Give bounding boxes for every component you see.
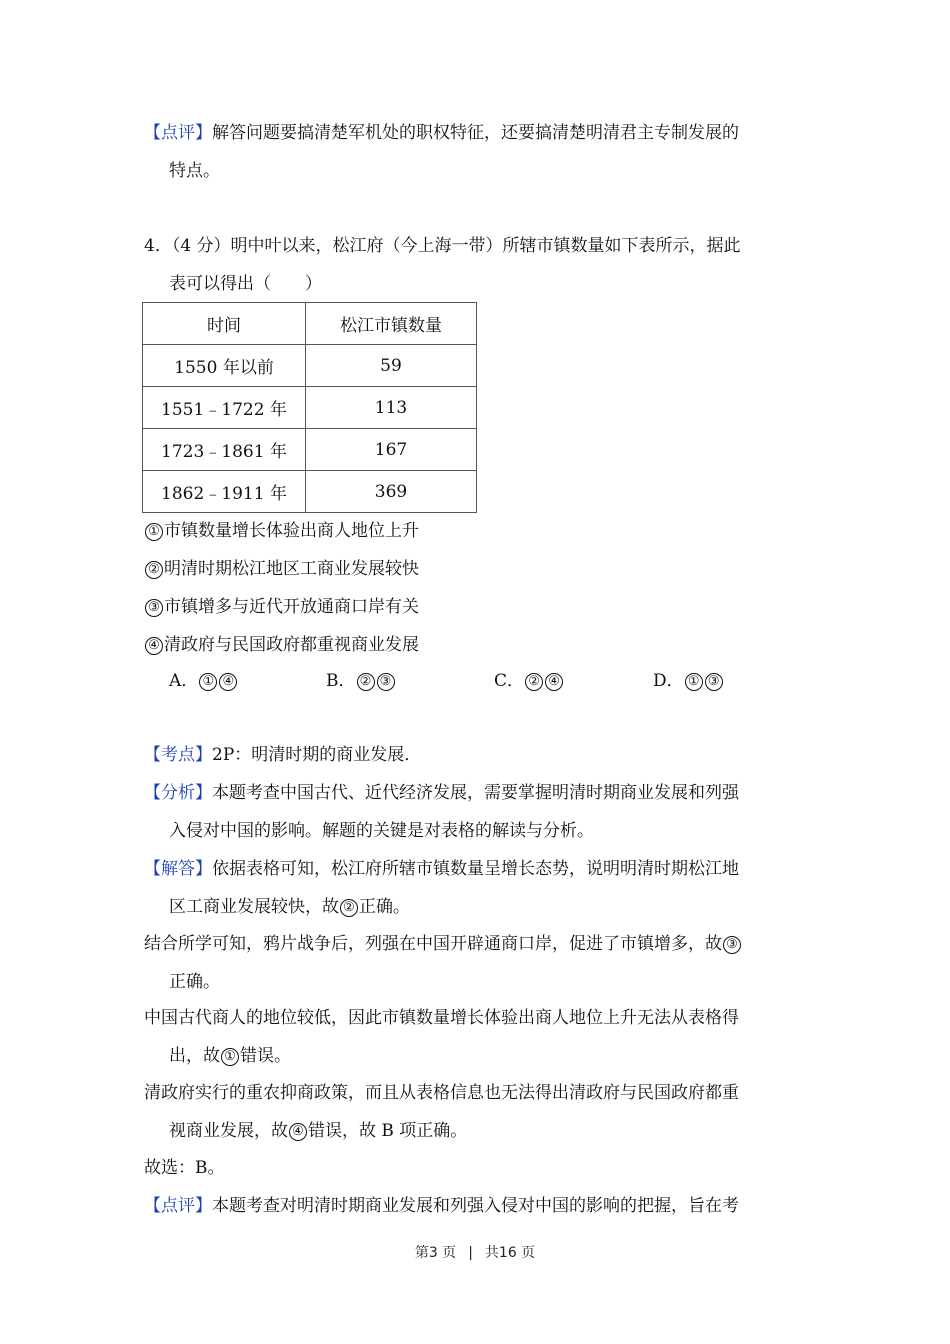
analysis-paragraph-4 (144, 1074, 812, 1150)
option-label: A． (169, 671, 199, 691)
table-header-cell: 时间 (143, 303, 306, 345)
statement-item (144, 626, 812, 664)
circled-number: ① (145, 523, 163, 541)
option-c (494, 662, 564, 700)
market-town-table (142, 302, 477, 513)
table-cell-count: 167 (306, 429, 477, 471)
p3-line2-text: 出，故 (169, 1046, 220, 1066)
circled-number: ③ (377, 673, 395, 691)
p2-line2: 正确。 (169, 972, 220, 992)
p3-line2-end: 错误。 (240, 1046, 291, 1066)
statement-item (144, 588, 812, 626)
circled-number: ③ (145, 599, 163, 617)
circled-number: ① (199, 673, 217, 691)
analysis-paragraph-3 (144, 999, 812, 1075)
kaodian-tag: 【考点】 (144, 745, 212, 765)
statement-list (144, 512, 812, 664)
final-review-paragraph (144, 1187, 812, 1225)
question-stem (144, 227, 812, 303)
table-cell-period: 1862﹣1911 年 (143, 471, 306, 513)
jieda-line1: 依据表格可知，松江府所辖市镇数量呈增长态势，说明明清时期松江地 (212, 859, 739, 879)
p3-line1: 中国古代商人的地位较低，因此市镇数量增长体验出商人地位上升无法从表格得 (144, 1008, 739, 1028)
answer-line: 故选：B。 (144, 1158, 225, 1178)
circled-number: ② (357, 673, 375, 691)
statement-item (144, 550, 812, 588)
page-total: 共16 页 (484, 1245, 536, 1261)
jieda-paragraph (144, 850, 812, 926)
statement-text: 市镇增多与近代开放通商口岸有关 (164, 597, 419, 617)
circled-number: ③ (705, 673, 723, 691)
circled-number: ② (145, 561, 163, 579)
p3-line2 (144, 1037, 812, 1075)
statement-text: 明清时期松江地区工商业发展较快 (164, 559, 419, 579)
statement-text: 清政府与民国政府都重视商业发展 (164, 635, 419, 655)
question-line2: 表可以得出（ ） (169, 274, 322, 294)
circled-number: ④ (219, 673, 237, 691)
p4-line2 (144, 1112, 812, 1150)
table-row (143, 429, 477, 471)
kaodian-text: 2P：明清时期的商业发展． (212, 745, 422, 765)
table-cell-count: 369 (306, 471, 477, 513)
kaodian-paragraph (144, 736, 812, 774)
statement-text: 市镇数量增长体验出商人地位上升 (164, 521, 419, 541)
jieda-tag: 【解答】 (144, 859, 212, 879)
review-paragraph (144, 114, 812, 190)
page-number: 第3 页 (414, 1245, 457, 1261)
option-d (653, 662, 724, 700)
analysis-paragraph-2 (144, 925, 814, 1001)
jieda-line2-end: 正确。 (359, 897, 410, 917)
table-cell-count: 113 (306, 387, 477, 429)
page-footer (0, 1242, 950, 1262)
table-header-cell: 松江市镇数量 (306, 303, 477, 345)
table-row (143, 471, 477, 513)
jieda-line2-text: 区工商业发展较快，故 (169, 897, 339, 917)
table-cell-period: 1551﹣1722 年 (143, 387, 306, 429)
fenxi-tag: 【分析】 (144, 783, 212, 803)
circled-number: ① (221, 1048, 239, 1066)
jieda-line2 (144, 888, 812, 926)
circled-number: ③ (723, 936, 741, 954)
p4-line2-end: 错误，故 B 项正确。 (308, 1121, 468, 1141)
statement-item (144, 512, 812, 550)
review-text-line1: 解答问题要搞清楚军机处的职权特征，还要搞清楚明清君主专制发展的 (212, 123, 739, 143)
table-header-row (143, 303, 477, 345)
table-cell-period: 1550 年以前 (143, 345, 306, 387)
p2-line1: 结合所学可知，鸦片战争后，列强在中国开辟通商口岸，促进了市镇增多，故 (144, 934, 722, 954)
circled-number: ④ (145, 637, 163, 655)
option-label: C． (494, 671, 525, 691)
circled-number: ④ (545, 673, 563, 691)
circled-number: ② (340, 899, 358, 917)
fenxi-line2: 入侵对中国的影响。解题的关键是对表格的解读与分析。 (169, 821, 594, 841)
option-a (169, 662, 238, 700)
question-line1: 4．（4 分）明中叶以来，松江府（今上海一带）所辖市镇数量如下表所示，据此 (144, 236, 741, 256)
fenxi-line1: 本题考查中国古代、近代经济发展，需要掌握明清时期商业发展和列强 (212, 783, 739, 803)
review-tag: 【点评】 (144, 123, 212, 143)
circled-number: ① (685, 673, 703, 691)
table-row (143, 387, 477, 429)
table-cell-period: 1723﹣1861 年 (143, 429, 306, 471)
table-cell-count: 59 (306, 345, 477, 387)
table-row (143, 345, 477, 387)
final-review-line1: 本题考查对明清时期商业发展和列强入侵对中国的影响的把握，旨在考 (212, 1196, 739, 1216)
circled-number: ② (525, 673, 543, 691)
p4-line1: 清政府实行的重农抑商政策，而且从表格信息也无法得出清政府与民国政府都重 (144, 1083, 739, 1103)
p4-line2-text: 视商业发展，故 (169, 1121, 288, 1141)
option-label: D． (653, 671, 684, 691)
final-review-tag: 【点评】 (144, 1196, 212, 1216)
review-text-line2: 特点。 (169, 161, 220, 181)
option-b (326, 662, 396, 700)
fenxi-paragraph (144, 774, 812, 850)
footer-separator: | (468, 1245, 473, 1261)
circled-number: ④ (289, 1123, 307, 1141)
option-label: B． (326, 671, 356, 691)
